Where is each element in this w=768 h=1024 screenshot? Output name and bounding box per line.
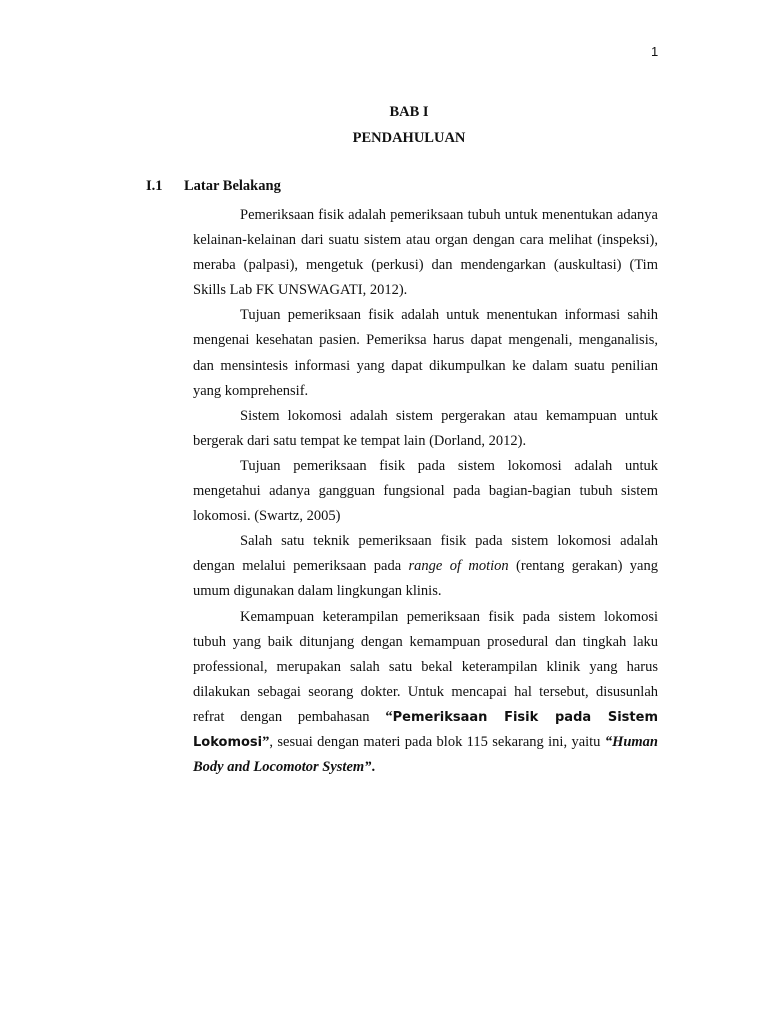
- page-number: 1: [651, 44, 659, 59]
- paragraph-6: [193, 605, 658, 781]
- section-number: I.1: [146, 178, 163, 194]
- block-theme: “Human Body and Locomotor System”: [193, 733, 658, 776]
- refrat-topic: Pemeriksaan Fisik pada Sistem Lokomosi: [193, 709, 658, 750]
- section-title: Latar Belakang: [184, 178, 281, 194]
- paragraph-5-text-before: Salah satu teknik pemeriksaan fisik pada sistem lokomosi adalah dengan melalui pemeriksaan pada: [193, 533, 658, 575]
- paragraph-6-end: .: [371, 759, 376, 776]
- paragraph-4: Tujuan pemeriksaan fisik pada sistem lokomosi adalah untuk mengetahui adanya gangguan fungsional pada bagian-bagian tubuh sistem lokomosi. (Swartz, 2005): [193, 457, 658, 525]
- paragraph-6-text-2: , sesuai dengan materi pada blok 115 sekarang ini, yaitu: [269, 733, 605, 750]
- section-heading: [146, 178, 281, 195]
- paragraph-1: Pemeriksaan fisik adalah pemeriksaan tubuh untuk menentukan adanya kelainan-kelainan dari suatu sistem atau organ dengan cara melihat (inspeksi), meraba (palpasi), mengetuk (perkusi) dan mendengarkan (auskultasi) (Tim Skills Lab FK UNSWAGATI, 2012).: [193, 207, 658, 299]
- paragraph-5: [193, 529, 658, 604]
- paragraph-5-italic-term: range of motion: [408, 558, 509, 575]
- paragraph-5-text-after: (rentang gerakan) yang umum digunakan dalam lingkungan klinis.: [193, 558, 658, 600]
- chapter-title: PENDAHULUAN: [352, 130, 466, 146]
- paragraph-6-text-1: Kemampuan keterampilan pemeriksaan fisik pada sistem lokomosi tubuh yang baik ditunjang dengan kemampuan prosedural dan tingkah laku professional, merupakan salah satu bekal keterampilan klinik yang harus dilakukan sebagai seorang dokter. Untuk mencapai hal tersebut, disusunlah refrat dengan pembahasan: [193, 608, 658, 725]
- paragraph-3: Sistem lokomosi adalah sistem pergerakan atau kemampuan untuk bergerak dari satu tempat ke tempat lain (Dorland, 2012).: [193, 407, 658, 449]
- paragraph-2: Tujuan pemeriksaan fisik adalah untuk menentukan informasi sahih mengenai kesehatan pasien. Pemeriksa harus dapat mengenali, menganalisis, dan mensintesis informasi yang dapat dikumpulkan ke dalam suatu penilian yang komprehensif.: [193, 307, 658, 399]
- quote-close-mark: ”: [262, 733, 270, 750]
- quote-open-mark: “: [385, 708, 393, 725]
- body-text: [193, 203, 658, 780]
- chapter-label: BAB I: [389, 104, 429, 120]
